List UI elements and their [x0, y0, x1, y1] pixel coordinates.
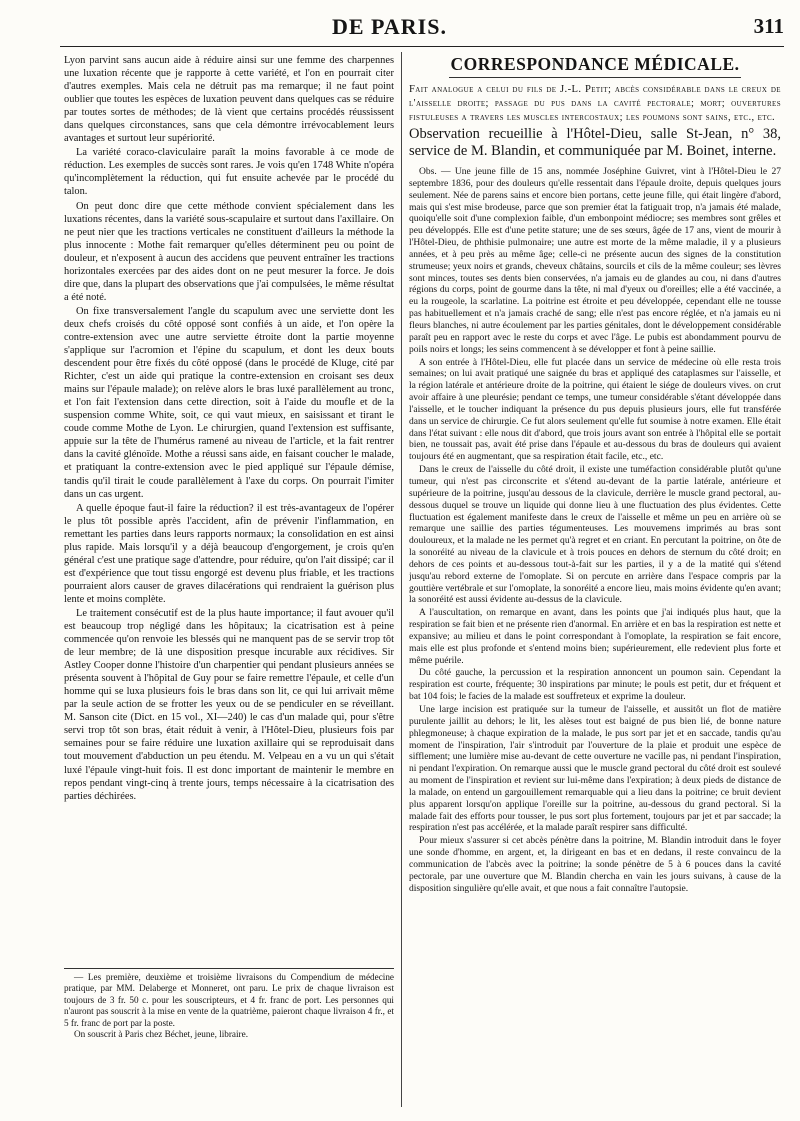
section-title: CORRESPONDANCE MÉDICALE.: [450, 54, 740, 74]
right-paragraph-6: Une large incision est pratiquée sur la tumeur de l'aisselle, et aussitôt un flot de matière purulente jaillit au dehors; le lit, les alèses tout est baigné de pus bien lié, de bonne nature phlegmoneuse; à chaque expiration de la malade, le pus sort par jet et en saccade, tandis qu'au moment de l'inspiration, l'air s'introduit par l'ouverture de la plaie et produit une espèce de sifflement; une lumière mise au-devant de cette ouverture ne vacille pas, ni pendant l'inspiration, ni pendant l'expiration. On remarque aussi que le muscle grand pectoral du côté droit est soulevé au moment de l'inspiration et revient sur lui-même dans l'expiration; à deux pieds de distance de la malade, on entend un gargouillement remarquable qui a lieu dans la poitrine; ce bruit devient plus apparent lorsqu'on applique l'oreille sur la poitrine, au-dessous du grand pectoral. Si la malade fait des efforts pour tousser, le pus sort plus fortement, toujours par jet et par saccade; la respiration n'est pas accélérée, et la malade paraît respirer sans difficulté.: [409, 704, 781, 834]
left-paragraph-5: A quelle époque faut-il faire la réduction? il est très-avantageux de l'opérer le plus tôt possible après l'accident, afin de prévenir l'inflammation, en remettant les parties dans leurs rapports normaux; la consolidation en est ainsi plus rapide. Mais lorsqu'il y a déjà beaucoup d'engorgement, je crois qu'en général c'est une pratique sage d'attendre, pour réduire, qu'on l'ait dissipé; car il est d'expérience que tout tissu engorgé est devenu plus friable, et les tractions pourraient alors causer de graves dilacérations qui rendraient la guérison plus lente et moins complète.: [64, 502, 394, 605]
left-paragraph-6: Le traitement consécutif est de la plus haute importance; il faut avouer qu'il est beaucoup trop négligé dans les hôpitaux; la cicatrisation est à peine commencée qu'on renvoie les blessés qui ne manquent pas de se servir trop tôt de leur membre; de là une disposition presque incurable aux récidives. Sir Astley Cooper donne l'histoire d'un charpentier qui pendant plusieurs années se présenta souvent à l'hôpital de Guy pour se faire remettre l'épaule, et celle d'un homme qui se luxa plusieurs fois le bras dans son lit, ce qui lui arrivait même par la seule action de se frotter les yeux ou de se pendiculer en se réveillant. M. Sanson cite (Dict. en 15 vol., XI—240) le cas d'un malade qui, pour s'être servi trop tôt son bras, était réduit à venir, à l'Hôtel-Dieu, plusieurs fois par semaines pour se faire réduire une luxation axillaire qui se reproduisait dans tout mouvement d'abduction un peu étendu. M. Velpeau en a vu un qui s'était luxé l'épaule vingt-huit fois. Il est donc important de maintenir le membre en repos pendant vingt-cinq à trente jours, temps nécessaire à la cicatrisation des parties déchirées.: [64, 607, 394, 802]
footnote-2: On souscrit à Paris chez Béchet, jeune, libraire.: [74, 1029, 248, 1040]
left-paragraph-4: On fixe transversalement l'angle du scapulum avec une serviette dont les deux chefs croisés du côté opposé sont confiés à un aide, et l'on opère la contre-extension avec une autre serviette étroite dont la partie moyenne s'applique sur l'acromion et l'épine du scapulum, et dont les deux bouts descendent pour être fixés du côté opposé (dans le procédé de Kluge, cité par Richter, c'est un aide qui pratique la contre-extension en croisant ses deux mains sur l'épaule malade); on relève alors le bras luxé parallèlement au tronc, et l'on fait l'extension dans cette direction, soit à l'aide du moufle et de la suspension comme White, soit, ce qui vaut mieux, en saisissant et tirant le coude comme Mothe de Lyon. Le chirurgien, quand l'extension est suffisante, appuie sur la tête de l'humérus ramené au niveau de l'article, et la fait rentrer dans la cavité glénoïde. Mothe a réussi sans aide, en faisant coucher le malade, et pratiquant la contre-extension avec le pied appliqué sur l'épaule démise, tandis qu'il tirait le coude parallèlement à l'axe du corps. On pourrait l'imiter dans un cas urgent.: [64, 305, 394, 500]
observation-title: Observation recueillie à l'Hôtel-Dieu, salle St-Jean, n° 38, service de M. Blandin, et communiquée par M. Boinet, interne.: [409, 126, 781, 159]
left-paragraph-1: Lyon parvint sans aucun aide à réduire ainsi sur une femme des charpennes une luxation récente que je rapporte à cette variété, et l'on en pourrait citer d'autres exemples. Mais cela ne détruit pas ma remarque; il ne faut point oublier que toutes les espèces de luxation peuvent dans quelques cas se réduire par toutes sortes de méthodes; de là vient que certains procédés réussissent dans quelques circonstances, sans que cela démontre irrévocablement leurs avantages et surtout leur supériorité.: [64, 55, 394, 145]
section-rule: [449, 77, 741, 78]
right-paragraph-5: Du côté gauche, la percussion et la respiration annoncent un poumon sain. Cependant la respiration est courte, fréquente; 30 inspirations par minute; le pouls est petit, dur et fréquent et bat 104 fois; le facies de la malade est souffreteux et exprime la douleur.: [409, 667, 781, 703]
case-title: Fait analogue a celui du fils de J.-L. Petit; abcès considérable dans le creux de l'aisselle droite; passage du pus dans la cavité pectorale; mort; ouvertures fistuleuses a travers les muscles intercostaux; les poumons sont sains, etc., etc.: [409, 84, 781, 124]
column-separator: [401, 52, 402, 1107]
left-paragraph-2: La variété coraco-claviculaire paraît la moins favorable à ce mode de réduction. Les exemples de succès sont rares. Je vois qu'en 1748 White n'opéra qu'incomplètement la réduction, qui fut ensuite achevée par le procédé du talon.: [64, 147, 394, 198]
footnotes: [64, 972, 394, 1040]
running-title: DE PARIS.: [332, 14, 447, 39]
footnote-rule: [64, 968, 394, 969]
footnote-1: — Les première, deuxième et troisième livraisons du Compendium de médecine pratique, par MM. Delaberge et Monneret, ont paru. Le prix de chaque livraison est toujours de 3 fr. 50 c. pour les souscripteurs, et 4 fr. franc de port. Les personnes qui n'auront pas souscrit à la mise en vente de la quatrième, paieront chaque livraison 4 fr., et 5 fr. franc de port par la poste.: [64, 972, 394, 1028]
case-body: [409, 166, 781, 894]
left-column: [64, 54, 394, 964]
page-number: 311: [753, 14, 784, 38]
right-paragraph-7: Pour mieux s'assurer si cet abcès pénètre dans la poitrine, M. Blandin introduit dans le foyer une sonde d'homme, en argent, et, la dirigeant en bas et en dedans, il reste convaincu de la communication de l'abcès avec la poitrine; la sonde pénètre de 5 à 6 pouces dans la cavité pectorale, par une ouverture que M. Blandin chercha en vain les jours suivans, à cause de la disposition singulière qu'elle avait, et que nous a fait connaître l'autopsie.: [409, 835, 781, 894]
left-paragraph-3: On peut donc dire que cette méthode convient spécialement dans les luxations récentes, dans la variété sous-scapulaire et surtout dans l'axillaire. On ne peut nier que les tractions verticales ne constituent d'ailleurs la méthode la plus innocente : Mothe fait remarquer qu'elles déterminent peu ou point de douleur, et n'exposent à aucun des accidens que peuvent entraîner les tractions horizontales exercées par des aides dont on ne peut mesurer la force. Je dois dire que, dans la plupart des observations que j'ai compulsées, le même résultat a été noté.: [64, 200, 394, 303]
right-paragraph-1: Obs. — Une jeune fille de 15 ans, nommée Joséphine Guivret, vint à l'Hôtel-Dieu le 27 septembre 1836, pour des douleurs qu'elle ressentait dans l'épaule droite, depuis quelques jours seulement. Née de parens sains et encore bien portans, cette jeune fille, qui était lingère d'abord, mais qui s'est mise brodeuse, parce que son premier état la fatiguait trop, n'a jamais été malade, quoiqu'elle soit d'une complexion faible, d'un embonpoint médiocre; ses membres sont grêles et peu développés. Elle est d'une petite stature; une de ses sœurs, âgée de 17 ans, vient de mourir à l'Hôtel-Dieu, de phthisie pulmonaire; une autre est morte de la même maladie, il y a plusieurs années, et à peu près au même âge; celle-ci ne présente aucun des signes de la constitution strumeuse; yeux noirs et grands, cheveux châtains, sourcils et cils de la même couleur; ses lèvres sont minces, toutes ses dents bien conservées, n'a jamais eu de glandes au cou, ni dans d'autres régions du corps, point de gourme dans la tête, ni mal d'yeux ou d'oreilles; elle a été vaccinée, a eu la rougeole, la scarlatine. La poitrine est étroite et peu développée, cependant elle ne tousse pas habituellement et n'a jamais craché de sang; elle n'est pas encore réglée, et n'a jamais eu ni fleurs blanches, ni autre écoulement par les parties génitales, dont le développement considérable paraît peu en rapport avec le reste du corps et avec l'âge. Le pubis est abondamment pourvu de poils noirs et longs; les seins commencent à se développer et font à peine saillie.: [409, 166, 781, 355]
right-paragraph-3: Dans le creux de l'aisselle du côté droit, il existe une tuméfaction considérable plutôt qu'une tumeur, qui n'est pas circonscrite et s'étend au-devant de la partie latérale, antérieure et supérieure de la poitrine, jusqu'au dessous de la clavicule, derrière le muscle grand pectoral, au-dessous duquel se trouve un liquide qui donne lieu à une fluctuation des plus évidentes. Cette fluctuation est également manifeste dans le creux de l'aisselle et même un peu en arrière où se remarque une saillie des parties tégumenteuses. Les mouvemens imprimés au bras sont douloureux, et la malade ne les permet qu'à regret et en criant. En percutant la poitrine, on ôte de la sonoréité au niveau de la clavicule et à trois pouces en dehors de sternum du côté droit; en dehors de ces points et au-dessous tout-à-fait sur les parties, il y a de la matité qui s'étend jusqu'au rebord externe de l'omoplate. Si on percute en arrière dans l'espace compris par la gouttière vertébrale et sur l'omoplate, la sonoréité a encore lieu, mais moins évidente qu'en avant; la sonoréité est aussi évidente au-dessus de la clavicule.: [409, 464, 781, 606]
header-rule: [60, 46, 784, 47]
right-paragraph-4: A l'auscultation, on remarque en avant, dans les points que j'ai indiqués plus haut, que la respiration se fait bien et ne présente rien d'anormal. En arrière et en bas la respiration est nette et expansive; au milieu et dans le point correspondant à l'omoplate, la respiration se fait encore, mais elle est plus profonde et s'entend moins bien; supérieurement, elle redevient plus forte et même puérile.: [409, 607, 781, 666]
right-column: [409, 54, 781, 1104]
right-paragraph-2: A son entrée à l'Hôtel-Dieu, elle fut placée dans un service de médecine où elle resta trois semaines; on lui avait pratiqué une saignée du bras et appliqué des cataplasmes sur l'aisselle, et la région latérale et antérieure droite de la poitrine, qui étaient le siége de douleurs vives. on crut avoir affaire à une pleurésie; pendant ce temps, une tumeur considérable s'étant développée dans l'aisselle, et le toucher indiquant la présence du pus depuis plusieurs jours, elle fut transférée dans un service de chirurgie. Ce fut alors seulement qu'elle fut soumise à notre examen. Elle était dans l'état suivant : elle nous dit d'abord, que trois jours avant son entrée à l'hôpital elle se portait bien, ne toussait pas, avait été prise dans l'épaule et au-dessous du bras de douleurs qui avaient toujours été en augmentant, que sa respiration était facile, etc., etc.: [409, 356, 781, 463]
page-header: [60, 14, 784, 44]
